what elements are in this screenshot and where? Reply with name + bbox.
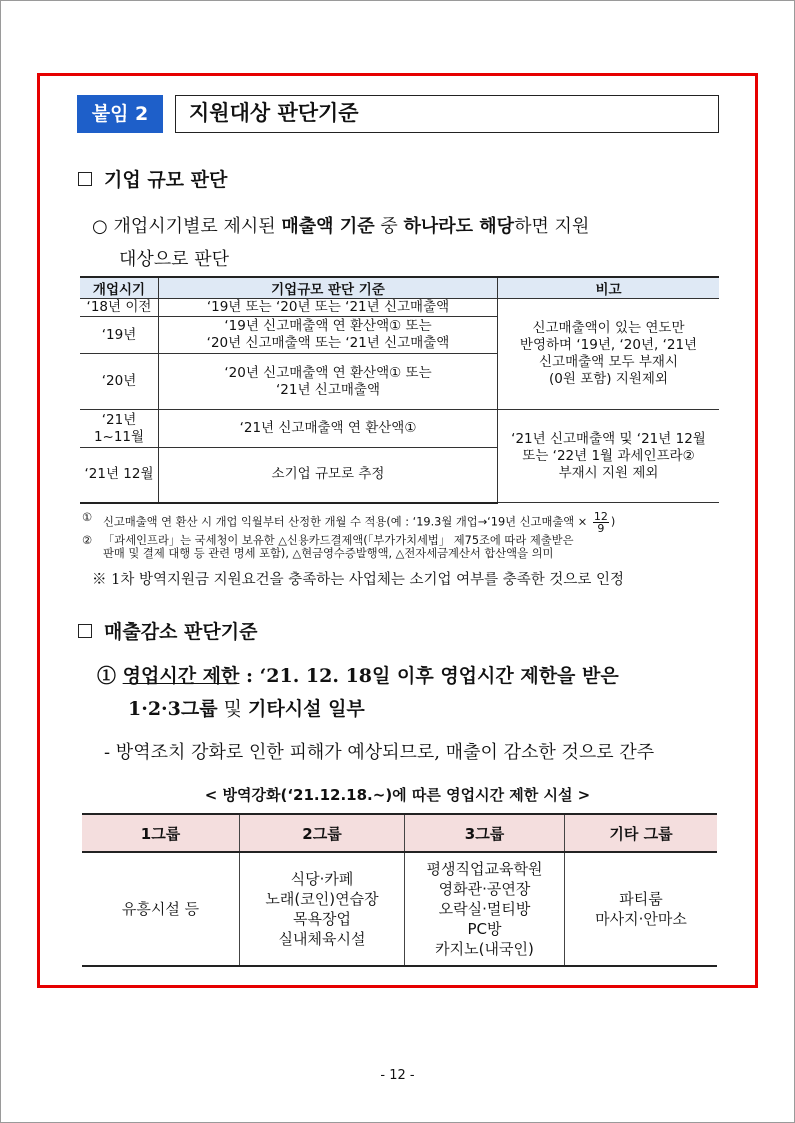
criterion-text: 기타시설 일부	[248, 698, 365, 720]
dash-paragraph: - 방역조치 강화로 인한 피해가 예상되므로, 매출이 감소한 것으로 간주	[104, 742, 655, 763]
footnote-body: )	[610, 515, 616, 529]
note-line: 신고매출액 모두 부재시	[539, 354, 678, 370]
facility-item: 마사지·안마소	[595, 910, 687, 928]
note-cell	[498, 410, 720, 503]
period-cell: ‘19년	[80, 317, 159, 354]
footnote-2	[82, 534, 722, 560]
page-title: 지원대상 판단기준	[175, 95, 719, 133]
note-line: 반영하며 ‘19년, ‘20년, ‘21년	[519, 337, 698, 353]
bold-text: 매출액 기준	[281, 216, 375, 237]
text: 개업시기별로 제시된	[113, 216, 282, 237]
facility-item: 유흥시설 등	[121, 900, 200, 918]
checkbox-square-icon	[78, 624, 92, 638]
text: 중	[374, 216, 404, 237]
note-line: ‘21년 신고매출액 및 ‘21년 12월	[511, 430, 706, 447]
group-cell	[405, 852, 565, 966]
period-cell: ‘21년 12월	[80, 448, 159, 503]
criterion-text: : ‘21. 12. 18일 이후 영업시간 제한을 받은	[239, 665, 619, 687]
criteria-cell	[159, 354, 498, 410]
criteria-line: ‘21년 신고매출액	[275, 381, 380, 398]
facility-item: 오락실·멀티방	[438, 900, 531, 918]
group-cell	[240, 852, 405, 966]
facility-item: 식당·카페	[290, 870, 354, 888]
group-table	[82, 813, 717, 967]
footnote-1	[82, 510, 722, 535]
circle-bullet-icon: ○	[92, 216, 108, 237]
facility-item: 평생직업교육학원	[426, 860, 543, 878]
table-row	[80, 299, 719, 317]
criterion-text: 및	[217, 698, 249, 720]
note-line: 신고매출액이 있는 연도만	[532, 320, 685, 336]
text: 하면 지원	[514, 216, 590, 237]
column-header: 1그룹	[82, 814, 240, 852]
criteria-cell	[159, 317, 498, 354]
section-title: 매출감소 판단기준	[104, 621, 258, 643]
period-cell	[80, 410, 159, 448]
section-heading-sales-decrease	[78, 617, 257, 644]
facility-item: 노래(코인)연습장	[265, 890, 379, 908]
table-row	[80, 410, 719, 448]
criteria-cell: ‘21년 신고매출액 연 환산액①	[159, 410, 498, 448]
fraction	[593, 511, 609, 534]
group-cell	[82, 852, 240, 966]
criteria-cell: ‘19년 또는 ‘20년 또는 ‘21년 신고매출액	[159, 299, 498, 317]
footnote-marker: ②	[82, 534, 93, 547]
bold-text: 하나라도 해당	[403, 216, 515, 237]
facility-item: 파티룸	[619, 890, 663, 908]
note-line: 부재시 지원 제외	[558, 464, 659, 481]
table-title: < 방역강화(‘21.12.18.~)에 따른 영업시간 제한 시설 >	[204, 786, 591, 804]
reference-note: ※ 1차 방역지원금 지원요건을 충족하는 사업체는 소기업 여부를 충족한 것으로 인정	[92, 572, 625, 588]
page-number: - 12 -	[380, 1068, 415, 1083]
footnote-line: 「과세인프라」는 국세청이 보유한 △신용카드결제액(「부가가치세법」 제75조에 따라 제출받은	[103, 534, 574, 547]
checkbox-square-icon	[78, 172, 92, 186]
column-header: 3그룹	[405, 814, 565, 852]
criterion-text: 1·2·3그룹	[128, 698, 218, 720]
column-header: 개업시기	[80, 277, 159, 299]
facility-item: 영화관·공연장	[438, 880, 531, 898]
circled-number-icon: ①	[97, 665, 117, 687]
bullet-paragraph	[92, 210, 702, 276]
period-cell: ‘18년 이전	[80, 299, 159, 317]
section-title: 기업 규모 판단	[104, 169, 228, 191]
criterion-item-1	[97, 660, 619, 726]
fraction-denominator: 9	[597, 522, 605, 535]
footnote-marker: ①	[82, 511, 93, 524]
criteria-line: ‘20년 신고매출액 연 환산액① 또는	[224, 364, 432, 381]
note-cell	[498, 299, 720, 410]
group-cell	[565, 852, 718, 966]
column-header: 기업규모 판단 기준	[159, 277, 498, 299]
footnote-body: 신고매출액 연 환산 시 개업 익월부터 산정한 개월 수 적용(예 : ‘19.3월 개업→‘19년 신고매출액 ×	[103, 515, 588, 529]
criteria-line: ‘19년 신고매출액 연 환산액① 또는	[224, 318, 432, 334]
criterion-label: 영업시간 제한	[122, 665, 240, 687]
facility-item: 실내체육시설	[278, 930, 366, 948]
criteria-line: ‘20년 신고매출액 또는 ‘21년 신고매출액	[206, 335, 450, 351]
facility-item: PC방	[467, 920, 502, 938]
period-line: 1~11월	[93, 428, 145, 445]
facility-item: 목욕장업	[293, 910, 351, 928]
column-header: 2그룹	[240, 814, 405, 852]
attachment-tag: 붙임 2	[77, 95, 163, 133]
fraction-numerator: 12	[593, 510, 608, 523]
note-line: 또는 ‘22년 1월 과세인프라②	[522, 447, 695, 464]
note-line: (0원 포함) 지원제외	[549, 371, 668, 387]
footnote-text	[103, 511, 615, 534]
footnote-line: 판매 및 결제 대행 등 관련 명세 포함), △현금영수증발행액, △전자세금계산서 합산액을 의미	[103, 547, 554, 560]
column-header: 비고	[498, 277, 720, 299]
period-cell: ‘20년	[80, 354, 159, 410]
column-header: 기타 그룹	[565, 814, 718, 852]
period-line: ‘21년	[101, 411, 137, 428]
criteria-cell: 소기업 규모로 추정	[159, 448, 498, 503]
company-size-table	[80, 276, 719, 504]
text: 대상으로 판단	[119, 249, 230, 270]
table-row	[82, 852, 717, 966]
section-heading-company-size	[78, 165, 227, 192]
facility-item: 카지노(내국인)	[435, 940, 534, 958]
